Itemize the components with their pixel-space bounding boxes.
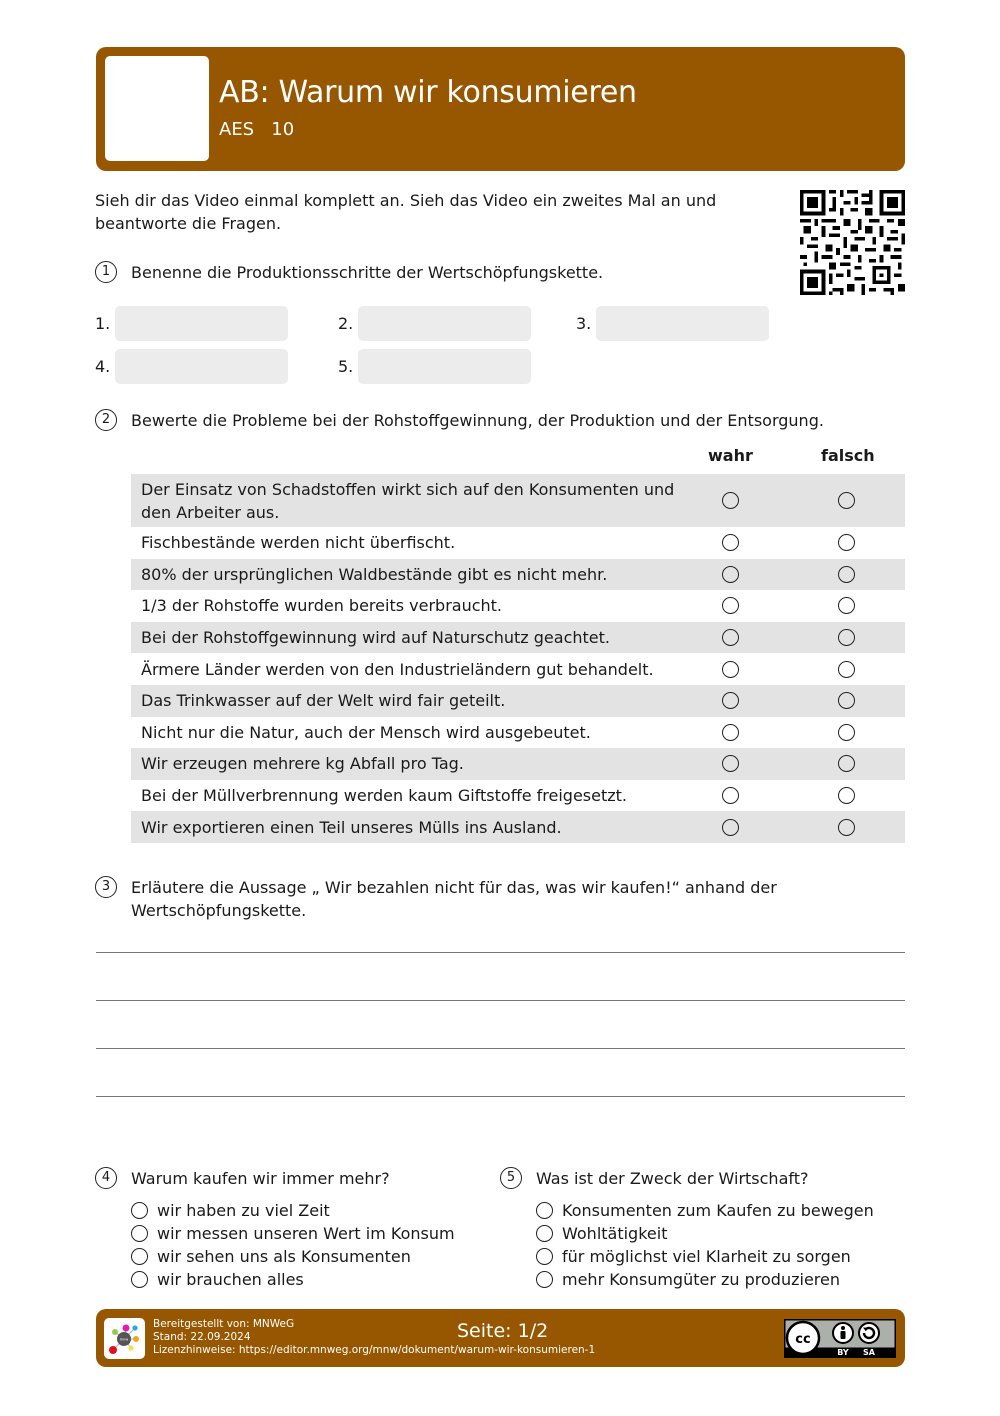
answer-field-3[interactable] xyxy=(596,306,769,341)
question-number-2: 2 xyxy=(95,409,117,431)
radio-false[interactable] xyxy=(838,566,855,583)
table-row xyxy=(131,527,905,559)
statement-text: Ärmere Länder werden von den Industrieländern gut behandelt. xyxy=(141,659,654,679)
radio-true[interactable] xyxy=(722,629,739,646)
question-3 xyxy=(95,876,825,922)
radio-false[interactable] xyxy=(838,661,855,678)
table-row xyxy=(131,717,905,749)
svg-text:BY: BY xyxy=(837,1348,849,1357)
header-logo-placeholder xyxy=(105,56,209,161)
question-3-text: Erläutere die Aussage „ Wir bezahlen nicht für das, was wir kaufen!“ anhand der Wertschöpfungskette. xyxy=(131,878,777,920)
table-row xyxy=(131,780,905,812)
radio-false[interactable] xyxy=(838,534,855,551)
question-number-4: 4 xyxy=(95,1167,117,1189)
option-label: Wohltätigkeit xyxy=(562,1224,668,1243)
option-item[interactable] xyxy=(536,1245,874,1268)
option-label: wir sehen uns als Konsumenten xyxy=(157,1247,411,1266)
field-label-4: 4. xyxy=(95,357,111,376)
radio-true[interactable] xyxy=(722,566,739,583)
field-label-1: 1. xyxy=(95,314,111,333)
statement-text: Wir exportieren einen Teil unseres Mülls ins Ausland. xyxy=(141,817,562,837)
table-row xyxy=(131,685,905,717)
radio-true[interactable] xyxy=(722,787,739,804)
statement-text: Fischbestände werden nicht überfischt. xyxy=(141,533,456,553)
true-false-table xyxy=(131,474,905,843)
question-1 xyxy=(95,261,603,284)
radio-false[interactable] xyxy=(838,819,855,836)
mnweg-logo-icon xyxy=(104,1318,145,1359)
option-label: mehr Konsumgüter zu produzieren xyxy=(562,1270,840,1289)
question-5 xyxy=(500,1167,809,1190)
table-row xyxy=(131,748,905,780)
option-label: wir messen unseren Wert im Konsum xyxy=(157,1224,455,1243)
option-item[interactable] xyxy=(131,1222,455,1245)
table-row xyxy=(131,590,905,622)
question-number-3: 3 xyxy=(95,876,117,898)
cc-by-sa-license-icon[interactable] xyxy=(784,1319,896,1358)
answer-field-5[interactable] xyxy=(358,349,531,384)
question-2-text: Bewerte die Probleme bei der Rohstoffgewinnung, der Produktion und der Entsorgung. xyxy=(131,411,824,430)
question-2 xyxy=(95,409,824,432)
radio-false[interactable] xyxy=(838,755,855,772)
license-link[interactable]: Lizenzhinweise: https://editor.mnweg.org/mnw/dokument/warum-wir-konsumieren-1 xyxy=(153,1344,596,1356)
table-row xyxy=(131,811,905,843)
option-item[interactable] xyxy=(131,1268,455,1291)
table-row xyxy=(131,474,905,527)
statement-text: 1/3 der Rohstoffe wurden bereits verbraucht. xyxy=(141,596,503,616)
radio-true[interactable] xyxy=(722,597,739,614)
statement-text: Bei der Rohstoffgewinnung wird auf Naturschutz geachtet. xyxy=(141,628,610,648)
option-item[interactable] xyxy=(536,1199,874,1222)
radio-button[interactable] xyxy=(536,1248,553,1265)
intro-text: Sieh dir das Video einmal komplett an. Sieh das Video ein zweites Mal an und beantworte die Fragen. xyxy=(95,191,717,233)
question-number-1: 1 xyxy=(95,261,117,283)
question-4 xyxy=(95,1167,390,1190)
option-label: für möglichst viel Klarheit zu sorgen xyxy=(562,1247,851,1266)
answer-field-4[interactable] xyxy=(115,349,288,384)
statement-text: 80% der ursprünglichen Waldbestände gibt es nicht mehr. xyxy=(141,564,608,584)
svg-text:mnw: mnw xyxy=(119,1337,129,1342)
question-5-text: Was ist der Zweck der Wirtschaft? xyxy=(536,1169,809,1188)
question-4-options xyxy=(131,1199,455,1291)
option-label: wir haben zu viel Zeit xyxy=(157,1201,330,1220)
date-stamp: Stand: 22.09.2024 xyxy=(153,1331,251,1343)
option-label: Konsumenten zum Kaufen zu bewegen xyxy=(562,1201,874,1220)
table-row xyxy=(131,559,905,591)
field-label-2: 2. xyxy=(338,314,354,333)
statement-text: Wir erzeugen mehrere kg Abfall pro Tag. xyxy=(141,754,464,774)
worksheet-subtitle: AES 10 xyxy=(219,119,295,140)
answer-line-3[interactable] xyxy=(96,1048,905,1049)
option-item[interactable] xyxy=(536,1268,874,1291)
radio-false[interactable] xyxy=(838,724,855,741)
page-number: Seite: 1/2 xyxy=(457,1320,549,1342)
statement-text: Nicht nur die Natur, auch der Mensch wird ausgebeutet. xyxy=(141,722,591,742)
option-label: wir brauchen alles xyxy=(157,1270,304,1289)
provided-by: Bereitgestellt von: MNWeG xyxy=(153,1318,295,1330)
radio-button[interactable] xyxy=(131,1225,148,1242)
radio-false[interactable] xyxy=(838,787,855,804)
radio-true[interactable] xyxy=(722,661,739,678)
radio-true[interactable] xyxy=(722,492,739,509)
svg-text:cc: cc xyxy=(795,1332,811,1347)
radio-true[interactable] xyxy=(722,534,739,551)
qr-code-icon[interactable] xyxy=(800,190,905,295)
statement-text: Der Einsatz von Schadstoffen wirkt sich auf den Konsumenten und den Arbeiter aus. xyxy=(141,479,675,522)
table-row xyxy=(131,653,905,685)
radio-true[interactable] xyxy=(722,724,739,741)
answer-line-4[interactable] xyxy=(96,1096,905,1097)
radio-true[interactable] xyxy=(722,692,739,709)
radio-true[interactable] xyxy=(722,819,739,836)
answer-line-2[interactable] xyxy=(96,1000,905,1001)
column-header-true: wahr xyxy=(708,446,753,465)
radio-false[interactable] xyxy=(838,597,855,614)
radio-button[interactable] xyxy=(536,1202,553,1219)
question-1-text: Benenne die Produktionsschritte der Wertschöpfungskette. xyxy=(131,263,604,282)
question-number-5: 5 xyxy=(500,1167,522,1189)
radio-button[interactable] xyxy=(536,1271,553,1288)
radio-true[interactable] xyxy=(722,755,739,772)
option-item[interactable] xyxy=(131,1199,455,1222)
radio-button[interactable] xyxy=(536,1225,553,1242)
statement-text: Bei der Müllverbrennung werden kaum Giftstoffe freigesetzt. xyxy=(141,786,628,806)
radio-false[interactable] xyxy=(838,692,855,709)
field-label-5: 5. xyxy=(338,357,354,376)
radio-button[interactable] xyxy=(131,1248,148,1265)
question-4-text: Warum kaufen wir immer mehr? xyxy=(131,1169,390,1188)
radio-button[interactable] xyxy=(131,1202,148,1219)
table-row xyxy=(131,622,905,654)
worksheet-header xyxy=(96,47,905,171)
option-item[interactable] xyxy=(536,1222,874,1245)
option-item[interactable] xyxy=(131,1245,455,1268)
radio-false[interactable] xyxy=(838,492,855,509)
column-header-false: falsch xyxy=(821,446,875,465)
field-label-3: 3. xyxy=(576,314,592,333)
answer-line-1[interactable] xyxy=(96,952,905,953)
worksheet-title: AB: Warum wir konsumieren xyxy=(219,75,637,110)
radio-button[interactable] xyxy=(131,1271,148,1288)
statement-text: Das Trinkwasser auf der Welt wird fair geteilt. xyxy=(141,691,506,711)
svg-text:SA: SA xyxy=(863,1348,875,1357)
radio-false[interactable] xyxy=(838,629,855,646)
answer-field-1[interactable] xyxy=(115,306,288,341)
question-5-options xyxy=(536,1199,874,1291)
page-footer xyxy=(96,1309,905,1367)
answer-field-2[interactable] xyxy=(358,306,531,341)
